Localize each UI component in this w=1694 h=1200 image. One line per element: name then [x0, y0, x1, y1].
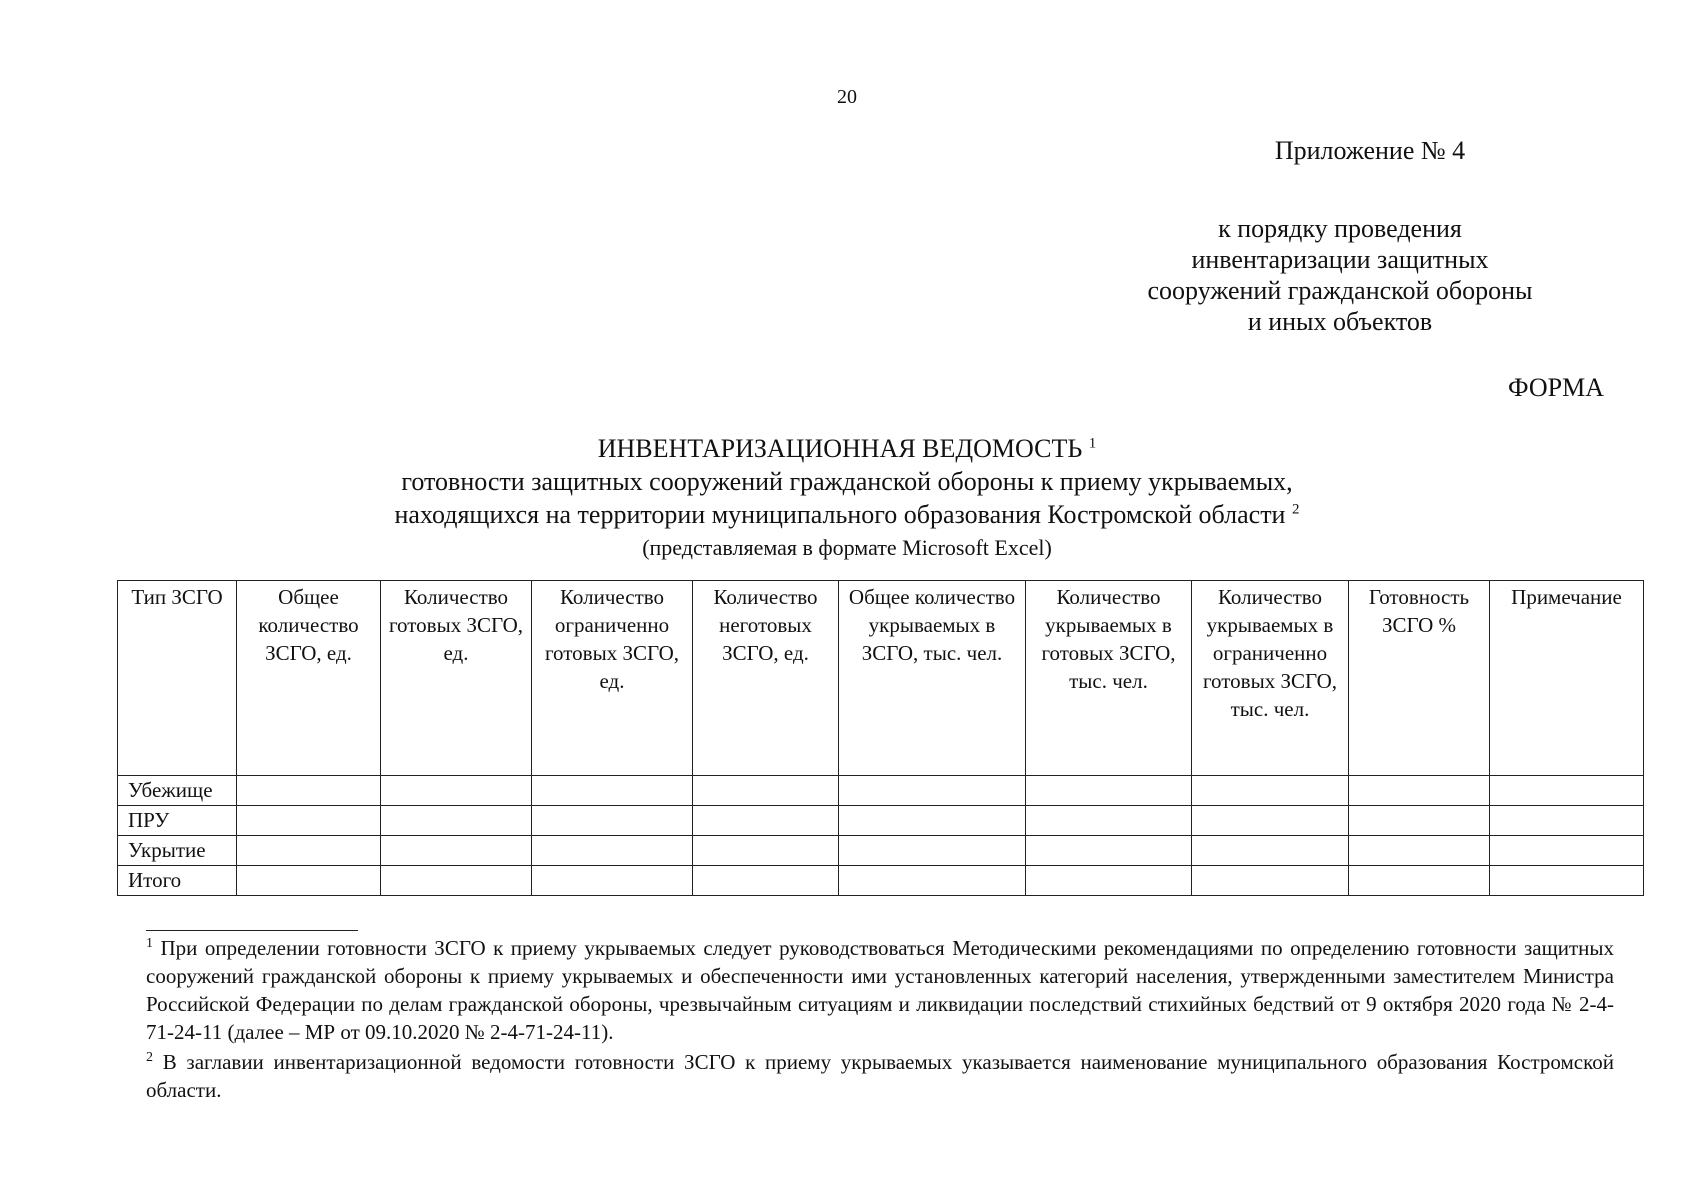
table-cell: [1026, 836, 1192, 866]
table-cell: [839, 836, 1026, 866]
document-title: [0, 432, 1694, 564]
title-line-3-wrap: [0, 498, 1694, 531]
title-line-4: (представляемая в формате Microsoft Excel): [642, 535, 1052, 560]
table-row: [118, 836, 1644, 866]
column-header: Примечание: [1490, 581, 1644, 776]
table-row: [118, 866, 1644, 896]
appendix-title: Приложение № 4: [1274, 136, 1466, 165]
table-cell: [693, 776, 839, 806]
table-cell: [839, 776, 1026, 806]
table-cell: [1192, 836, 1349, 866]
column-header: Количество ограниченно готовых ЗСГО, ед.: [532, 581, 693, 776]
title-main-line: [0, 432, 1694, 465]
footnote-separator: [146, 930, 358, 931]
table-cell: [1192, 806, 1349, 836]
title-main: ИНВЕНТАРИЗАЦИОННАЯ ВЕДОМОСТЬ: [597, 434, 1083, 463]
table-cell: [532, 806, 693, 836]
table-cell: [381, 866, 532, 896]
table-cell: [1192, 776, 1349, 806]
table-cell: [1490, 806, 1644, 836]
row-label: ПРУ: [118, 806, 237, 836]
table-cell: [693, 806, 839, 836]
footnote-mark: 1: [146, 936, 153, 951]
table-cell: [1490, 836, 1644, 866]
table-cell: [237, 866, 381, 896]
table-cell: [693, 836, 839, 866]
table-cell: [1349, 866, 1490, 896]
table-cell: [1490, 866, 1644, 896]
appendix-line: к порядку проведения: [1218, 214, 1462, 243]
page-number: 20: [837, 86, 857, 108]
row-label: Укрытие: [118, 836, 237, 866]
inventory-table: [117, 580, 1644, 896]
table-cell: [237, 806, 381, 836]
table-cell: [839, 866, 1026, 896]
table-cell: [532, 776, 693, 806]
table-cell: [532, 866, 693, 896]
table-cell: [237, 836, 381, 866]
column-header: Количество укрываемых в ограниченно готовых ЗСГО, тыс. чел.: [1192, 581, 1349, 776]
table-row: [118, 776, 1644, 806]
footnote-text: При определении готовности ЗСГО к приему укрываемых следует руководствоваться Методическими рекомендациями по определению готовности защитных сооружений гражданской обороны к приему укрываемых и обеспеченности ими установленных категорий населения, утвержденными заместителем Министра Российской Федерации по делам гражданской обороны, чрезвычайным ситуациям и ликвидации последствий стихийных бедствий от 9 октября 2020 года № 2-4-71-24-11 (далее – МР от 09.10.2020 № 2-4-71-24-11).: [146, 936, 1615, 1044]
footnotes: [146, 934, 1614, 1106]
appendix-line: и иных объектов: [1247, 307, 1433, 336]
table-cell: [1349, 806, 1490, 836]
column-header: Количество неготовых ЗСГО, ед.: [693, 581, 839, 776]
footnote-ref-2: 2: [1291, 501, 1300, 518]
table-cell: [1192, 866, 1349, 896]
appendix-line: инвентаризации защитных: [1191, 245, 1489, 274]
table-cell: [237, 776, 381, 806]
table-cell: [381, 806, 532, 836]
table-cell: [839, 806, 1026, 836]
footnote-text: В заглавии инвентаризационной ведомости готовности ЗСГО к приему укрываемых указывается наименование муниципального образования Костромской области.: [146, 1050, 1614, 1102]
table-cell: [1026, 866, 1192, 896]
table-cell: [1490, 776, 1644, 806]
footnote-2: [146, 1048, 1614, 1104]
table-cell: [1026, 806, 1192, 836]
table-cell: [693, 866, 839, 896]
title-line-2: готовности защитных сооружений гражданской обороны к приему укрываемых,: [401, 467, 1293, 496]
title-line-3: находящихся на территории муниципального образования Костромской области: [394, 500, 1286, 529]
column-header: Общее количество ЗСГО, ед.: [237, 581, 381, 776]
appendix-subtitle: [1100, 213, 1580, 337]
table-row: [118, 806, 1644, 836]
footnote-ref-1: 1: [1088, 435, 1097, 452]
table-cell: [381, 776, 532, 806]
row-label: Убежище: [118, 776, 237, 806]
table-cell: [532, 836, 693, 866]
appendix-line: сооружений гражданской обороны: [1147, 276, 1533, 305]
column-header: Количество укрываемых в готовых ЗСГО, тыс. чел.: [1026, 581, 1192, 776]
form-label: ФОРМА: [1508, 373, 1604, 402]
row-label: Итого: [118, 866, 237, 896]
column-header: Количество готовых ЗСГО, ед.: [381, 581, 532, 776]
footnote-mark: 2: [146, 1050, 153, 1065]
table-cell: [381, 836, 532, 866]
column-header: Тип ЗСГО: [118, 581, 237, 776]
footnote-1: [146, 934, 1614, 1046]
table-cell: [1026, 776, 1192, 806]
table-cell: [1349, 776, 1490, 806]
table-cell: [1349, 836, 1490, 866]
column-header: Готовность ЗСГО %: [1349, 581, 1490, 776]
column-header: Общее количество укрываемых в ЗСГО, тыс. чел.: [839, 581, 1026, 776]
table-header-row: [118, 581, 1644, 776]
